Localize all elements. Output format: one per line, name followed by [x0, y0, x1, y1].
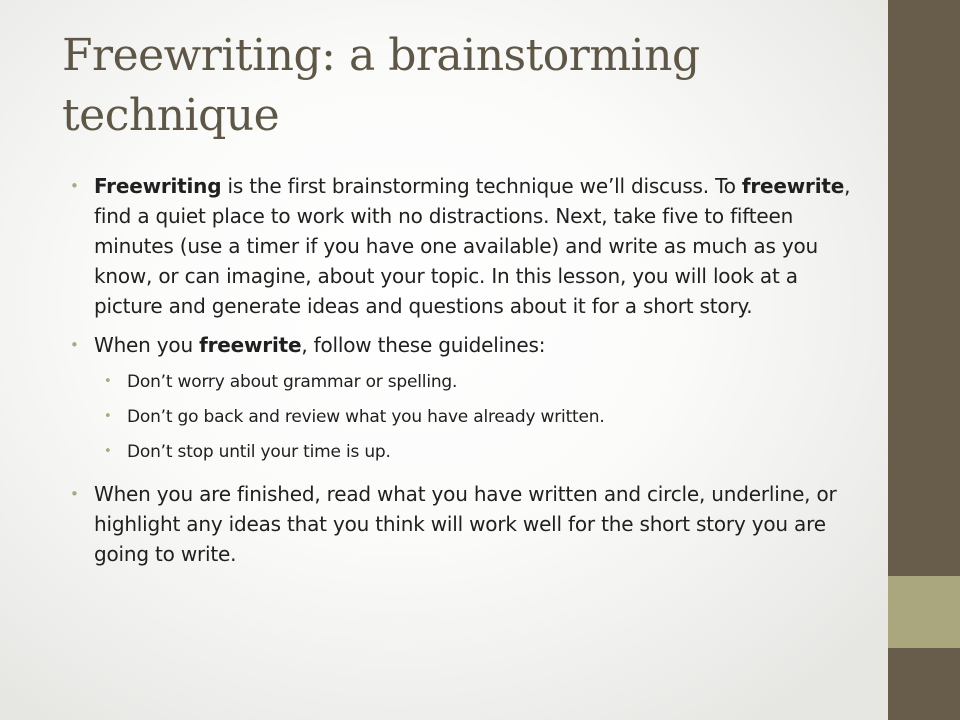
sub-bullet-icon: • — [104, 444, 112, 459]
guideline-text: Don’t go back and review what you have already written. — [127, 407, 605, 427]
sub-bullet-icon: • — [104, 409, 112, 424]
guideline-item — [70, 404, 870, 430]
term-freewrite: freewrite — [199, 333, 302, 357]
bullet-icon: • — [70, 485, 79, 503]
bullet-text: is the first brainstorming technique we’ll discuss. To — [221, 174, 742, 198]
bullet-text: , find a quiet place to work with no distractions. Next, take five to fifteen minutes (use a timer if you have one available) and write as much as you know, or can imagine, about your topic. In this lesson, you will look at a picture and generate ideas and questions about it for a short story. — [94, 174, 851, 318]
bullet-icon: • — [70, 336, 79, 354]
guideline-item — [70, 439, 870, 465]
decorative-side-bar-accent — [888, 576, 960, 648]
guideline-text: Don’t stop until your time is up. — [127, 442, 391, 462]
term-freewrite: freewrite — [741, 174, 845, 198]
bullet-text: When you — [94, 333, 200, 357]
term-freewriting: Freewriting — [94, 174, 222, 198]
bullet-text: When you are finished, read what you have written and circle, underline, or highlight any ideas that you think will work well for the short story you are going to write. — [94, 482, 837, 566]
guideline-item — [70, 369, 870, 395]
bullet-when-finished — [70, 479, 870, 569]
bullet-icon: • — [70, 177, 79, 195]
bullet-text: , follow these guidelines: — [301, 333, 546, 357]
sub-bullet-icon: • — [104, 374, 112, 389]
slide-content — [70, 171, 870, 578]
bullet-freewriting-intro — [70, 171, 870, 321]
guideline-text: Don’t worry about grammar or spelling. — [127, 372, 458, 392]
slide-title: Freewriting: a brainstorming technique — [62, 30, 700, 141]
bullet-guidelines-intro — [70, 330, 870, 360]
